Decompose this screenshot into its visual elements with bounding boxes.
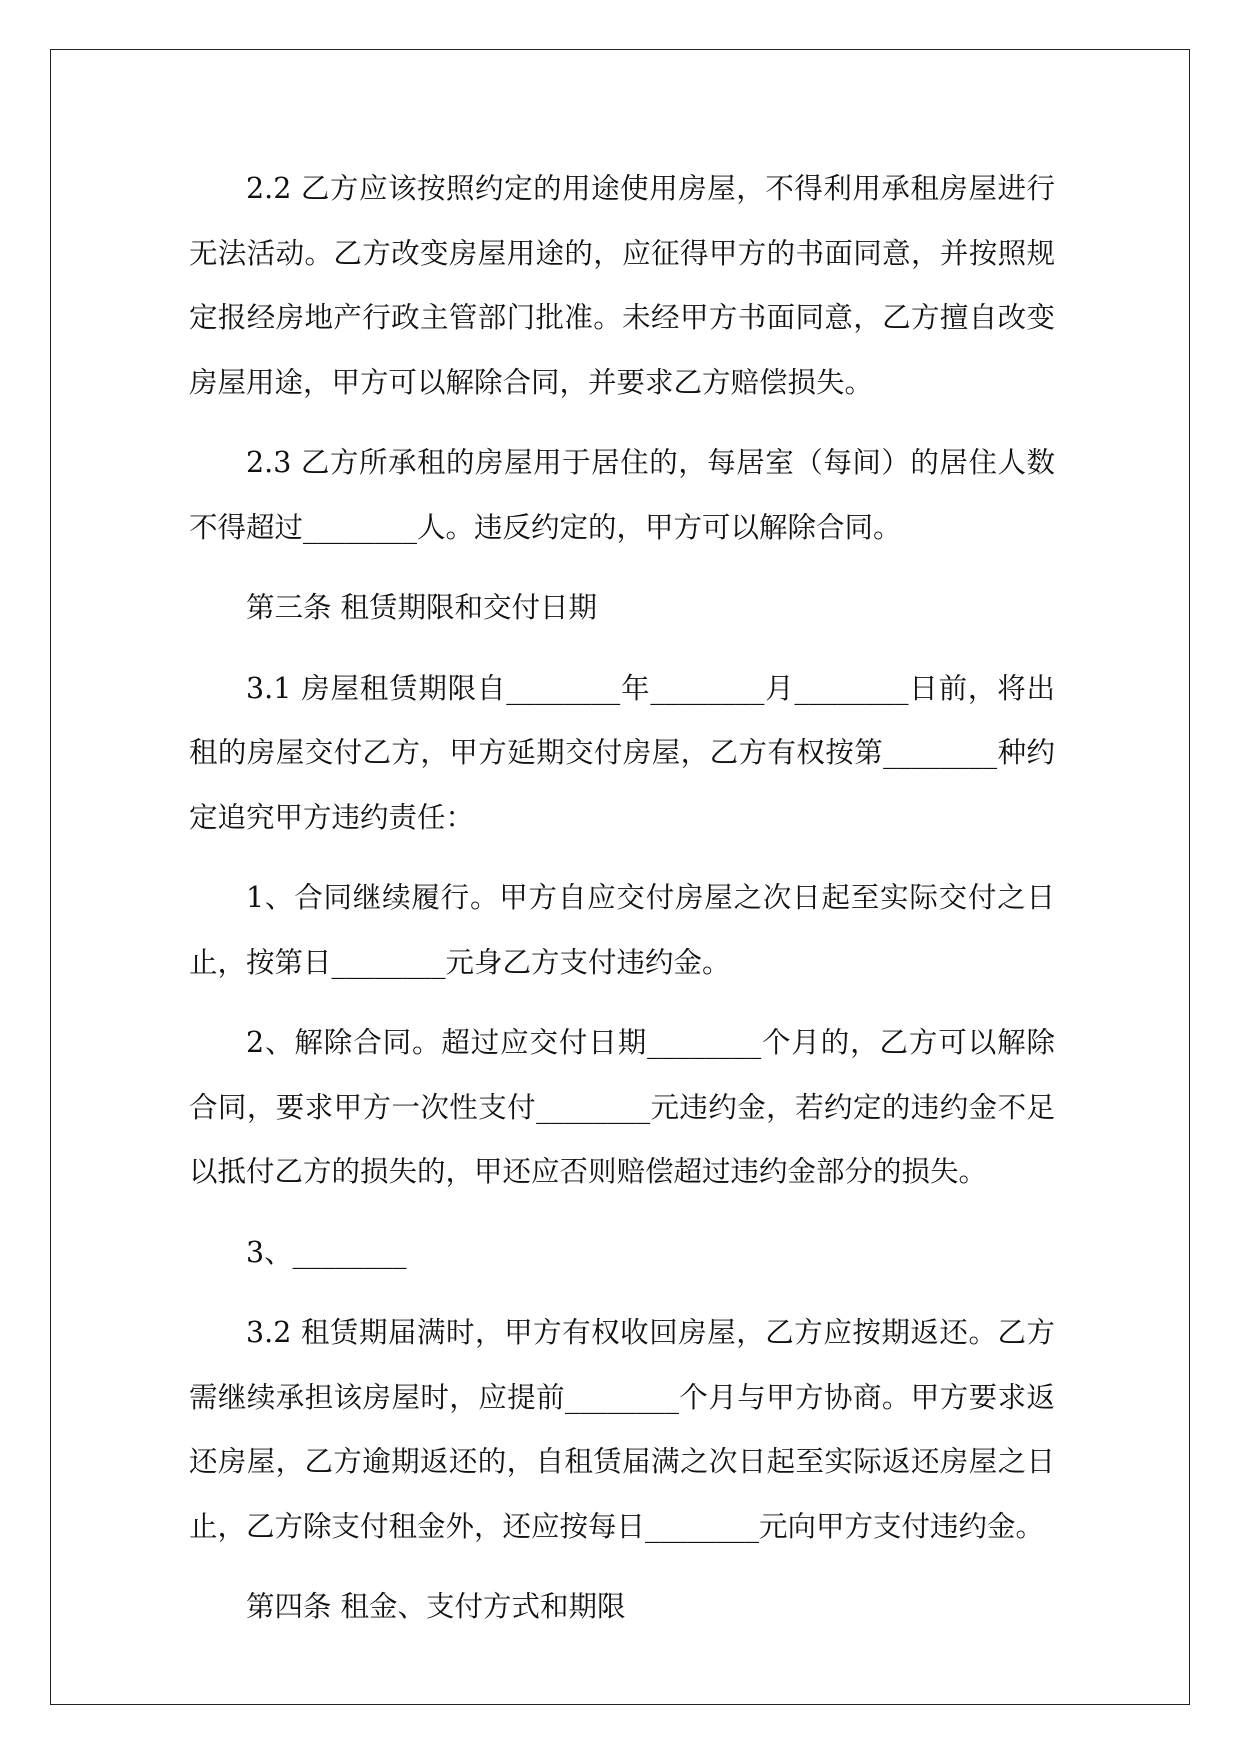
article-4-heading: 第四条 租金、支付方式和期限 [246,1590,626,1623]
paragraph-3-1: 3.1 房屋租赁期限自________年________月________日前，将出租的房屋交付乙方，甲方延期交付房屋，乙方有权按第________种约定追究甲方违约责任： [189,671,1055,834]
article-3-heading: 第三条 租赁期限和交付日期 [246,591,598,624]
document-body [189,157,1055,1656]
paragraph-3-2: 3.2 租赁期届满时，甲方有权收回房屋，乙方应按期返还。乙方需继续承担该房屋时，应提前________个月与甲方协商。甲方要求返还房屋，乙方逾期返还的，自租赁届满之次日起至实际返还房屋之日止，乙方除支付租金外，还应按每日________元向甲方支付违约金。 [189,1316,1055,1543]
paragraph-3-1-item-3: 3、________ [246,1235,407,1269]
paragraph-3-1-item-1: 1、合同继续履行。甲方自应交付房屋之次日起至实际交付之日止，按第日________元身乙方支付违约金。 [189,881,1055,979]
paragraph-2-3: 2.3 乙方所承租的房屋用于居住的，每居室（每间）的居住人数不得超过________人。违反约定的，甲方可以解除合同。 [189,446,1055,544]
paragraph-3-1-item-2: 2、解除合同。超过应交付日期________个月的，乙方可以解除合同，要求甲方一次性支付________元违约金，若约定的违约金不足以抵付乙方的损失的，甲还应否则赔偿超过违约金部分的损失。 [189,1026,1055,1188]
paragraph-2-2: 2.2 乙方应该按照约定的用途使用房屋，不得利用承租房屋进行无法活动。乙方改变房屋用途的，应征得甲方的书面同意，并按照规定报经房地产行政主管部门批准。未经甲方书面同意，乙方擅自改变房屋用途，甲方可以解除合同，并要求乙方赔偿损失。 [189,172,1055,399]
